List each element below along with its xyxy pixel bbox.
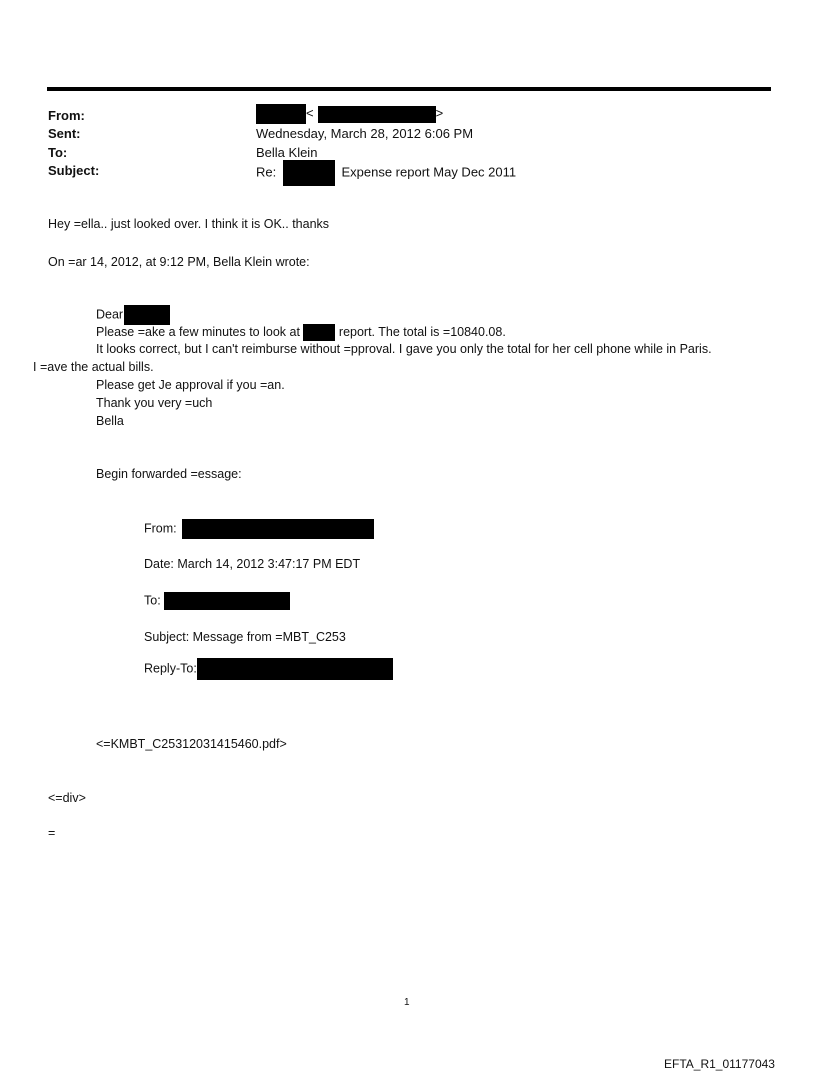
dear-text: Dear [96, 307, 124, 322]
redaction-box [124, 305, 170, 325]
quote-attribution: On =ar 14, 2012, at 9:12 PM, Bella Klein wrote: [48, 255, 310, 269]
actual-bills-line: I =ave the actual bills. [33, 360, 154, 374]
redaction-box [164, 592, 290, 610]
attachment-name: <=KMBT_C25312031415460.pdf> [96, 737, 287, 751]
reply-line: Hey =ella.. just looked over. I think it is OK.. thanks [48, 217, 330, 231]
to-value: Bella Klein [256, 145, 318, 160]
from-value [256, 104, 443, 124]
signature: Bella [96, 414, 124, 428]
from-gt: > [435, 105, 444, 121]
redaction-box [182, 519, 374, 539]
page-number: 1 [404, 997, 410, 1008]
request-text-b: report. The total is =10840.08. [338, 324, 506, 339]
salutation [96, 305, 170, 325]
forwarded-intro: Begin forwarded =essage: [96, 467, 242, 481]
document-id: EFTA_R1_01177043 [664, 1057, 775, 1071]
fwd-reply-label: Reply-To: [144, 661, 197, 676]
subject-prefix: Re: [256, 164, 277, 180]
subject-rest: Expense report May Dec 2011 [341, 164, 517, 180]
redaction-box [318, 106, 436, 123]
fwd-date: Date: March 14, 2012 3:47:17 PM EDT [144, 557, 361, 571]
fwd-to-label: To: [144, 593, 161, 608]
header-rule [47, 87, 771, 91]
request-line [96, 324, 506, 341]
redaction-box [256, 104, 306, 124]
to-label: To: [48, 145, 68, 160]
sent-value: Wednesday, March 28, 2012 6:06 PM [256, 126, 474, 141]
subject-label: Subject: [48, 163, 100, 178]
redaction-box [303, 324, 335, 341]
fwd-reply-to [144, 658, 393, 680]
fwd-from-label: From: [144, 521, 177, 536]
div-tag-text: <=div> [48, 791, 86, 805]
subject-value [256, 160, 516, 186]
approval-line: Please get Je approval if you =an. [96, 378, 285, 392]
from-lt: < [306, 105, 314, 121]
fwd-subject: Subject: Message from =MBT_C253 [144, 630, 346, 644]
sent-label: Sent: [48, 126, 81, 141]
request-text-a: Please =ake a few minutes to look at [96, 324, 300, 339]
redaction-box [197, 658, 393, 680]
fwd-to [144, 592, 290, 610]
equals-text: = [48, 826, 56, 840]
fwd-from [144, 519, 374, 539]
from-label: From: [48, 108, 85, 123]
looks-correct-line: It looks correct, but I can't reimburse without =pproval. I gave you only the total for her cell phone while in Paris. [96, 342, 712, 356]
redaction-box [283, 160, 335, 186]
thanks-line: Thank you very =uch [96, 396, 213, 410]
